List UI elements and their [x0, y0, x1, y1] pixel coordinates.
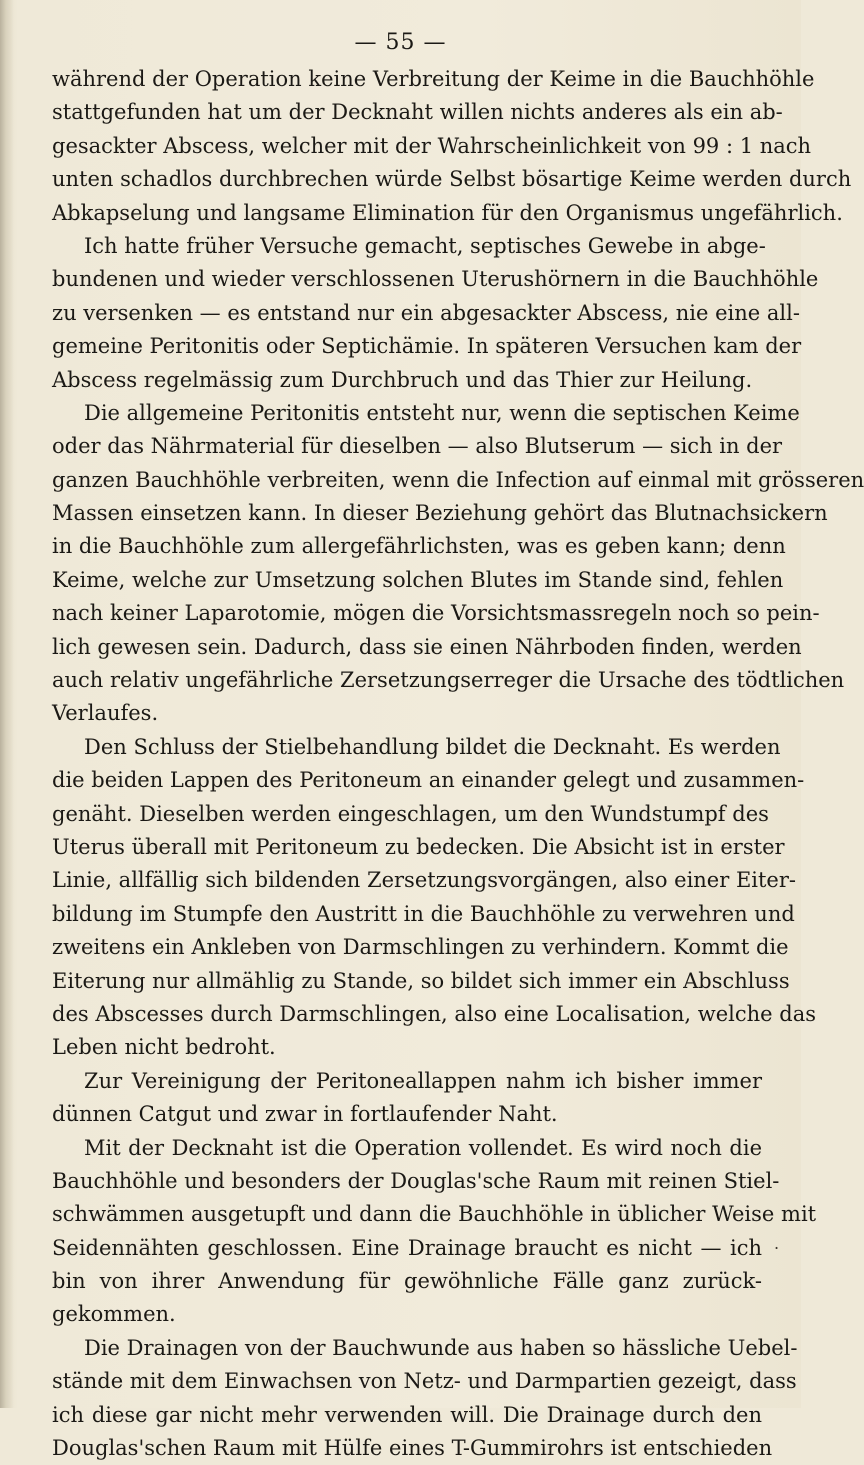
text-line: zweitens ein Ankleben von Darmschlingen zu verhindern. Kommt die [52, 935, 789, 960]
text-line: Keime, welche zur Umsetzung solchen Blutes im Stande sind, fehlen [52, 567, 784, 592]
text-line: bildung im Stumpfe den Austritt in die Bauchhöhle zu verwehren und [52, 901, 795, 926]
text-line: stattgefunden hat um der Decknaht willen nichts anderes als ein ab- [52, 100, 783, 125]
body-text [52, 63, 864, 1465]
text-line: gekommen. [52, 1302, 176, 1327]
text-line: bin von ihrer Anwendung für gewöhnliche Fälle ganz zurück- [52, 1269, 762, 1294]
text-line: Abscess regelmässig zum Durchbruch und das Thier zur Heilung. [52, 367, 753, 392]
text-line: auch relativ ungefährliche Zersetzungserreger die Ursache des tödtlichen [52, 668, 845, 693]
text-line: oder das Nährmaterial für dieselben — also Blutserum — sich in der [52, 434, 783, 459]
text-line: die beiden Lappen des Peritoneum an einander gelegt und zusammen- [52, 768, 805, 793]
text-line: Eiterung nur allmählig zu Stande, so bildet sich immer ein Abschluss [52, 968, 790, 993]
text-line: während der Operation keine Verbreitung der Keime in die Bauchhöhle [52, 67, 815, 91]
text-line: Bauchhöhle und besonders der Douglas'sche Raum mit reinen Stiel- [52, 1168, 780, 1193]
text-line: gesackter Abscess, welcher mit der Wahrscheinlichkeit von 99 : 1 nach [52, 133, 812, 158]
text-line: Leben nicht bedroht. [52, 1035, 276, 1060]
text-line: genäht. Dieselben werden eingeschlagen, um den Wundstumpf des [52, 801, 769, 826]
text-line: lich gewesen sein. Dadurch, dass sie einen Nährboden finden, werden [52, 634, 802, 659]
text-line: Seidennähten geschlossen. Eine Drainage braucht es nicht — ich [52, 1235, 762, 1260]
text-line: schwämmen ausgetupft und dann die Bauchhöhle in üblicher Weise mit [52, 1202, 817, 1227]
text-line: unten schadlos durchbrechen würde Selbst bösartige Keime werden durch [52, 167, 852, 192]
text-line: Uterus überall mit Peritoneum zu bedecken. Die Absicht ist in erster [52, 834, 785, 859]
text-line: Massen einsetzen kann. In dieser Beziehung gehört das Blutnachsickern [52, 501, 828, 526]
text-line: Mit der Decknaht ist die Operation vollendet. Es wird noch die [84, 1135, 762, 1160]
text-line: in die Bauchhöhle zum allergefährlichsten, was es geben kann; denn [52, 534, 786, 559]
binding-shadow [0, 0, 14, 1408]
text-line: Die Drainagen von der Bauchwunde aus haben so hässliche Uebel- [84, 1335, 798, 1360]
text-line: zu versenken — es entstand nur ein abgesackter Abscess, nie eine all- [52, 300, 800, 325]
text-line: ganzen Bauchhöhle verbreiten, wenn die Infection auf einmal mit grösseren [52, 467, 864, 492]
text-line: Douglas'schen Raum mit Hülfe eines T-Gummirohrs ist entschieden [52, 1436, 773, 1461]
text-line: nach keiner Laparotomie, mögen die Vorsichtsmassregeln noch so pein- [52, 601, 820, 626]
text-line: Linie, allfällig sich bildenden Zersetzungsvorgängen, also einer Eiter- [52, 868, 796, 893]
text-line: Verlaufes. [52, 701, 159, 726]
margin-mark: . [774, 1234, 780, 1253]
text-line: Den Schluss der Stielbehandlung bildet die Decknaht. Es werden [84, 734, 781, 759]
text-line: gemeine Peritonitis oder Septichämie. In späteren Versuchen kam der [52, 334, 802, 359]
text-line: stände mit dem Einwachsen von Netz- und Darmpartien gezeigt, dass [52, 1369, 797, 1394]
text-line: des Abscesses durch Darmschlingen, also eine Localisation, welche das [52, 1001, 816, 1026]
text-line: Ich hatte früher Versuche gemacht, septisches Gewebe in abge- [84, 233, 766, 258]
text-line: bundenen und wieder verschlossenen Uterushörnern in die Bauchhöhle [52, 267, 819, 292]
page-number: — 55 — [354, 30, 447, 55]
text-line: ich diese gar nicht mehr verwenden will. Die Drainage durch den [52, 1402, 762, 1427]
text-line: Die allgemeine Peritonitis entsteht nur, wenn die septischen Keime [84, 400, 800, 425]
text-line: dünnen Catgut und zwar in fortlaufender Naht. [52, 1102, 558, 1127]
text-line: Abkapselung und langsame Elimination für den Organismus ungefährlich. [52, 200, 843, 225]
text-line: Zur Vereinigung der Peritoneallappen nahm ich bisher immer [84, 1068, 762, 1093]
